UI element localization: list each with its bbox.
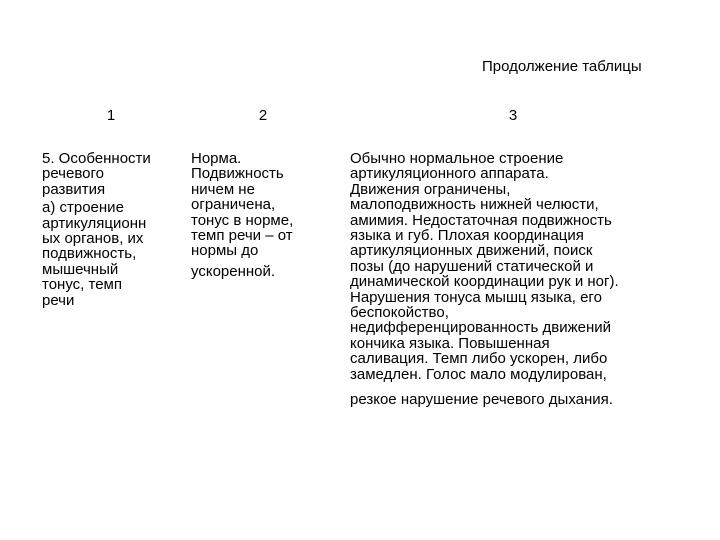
cell-line: позы (до нарушений статической и xyxy=(350,257,594,275)
cell-pathology-description xyxy=(350,151,619,408)
cell-line: Нарушения тонуса мышц языка, его xyxy=(350,288,602,306)
cell-line: 5. Особенности xyxy=(42,150,151,167)
cell-line: малоподвижность нижней челюсти, xyxy=(350,196,599,214)
cell-line: ограничена, xyxy=(191,196,276,214)
cell-norm-description xyxy=(191,151,293,279)
cell-line: тонус в норме, xyxy=(191,211,294,229)
cell-line: артикуляционн xyxy=(42,214,147,232)
cell-line: тонус, темп xyxy=(42,276,122,294)
cell-line: артикуляционных движений, поиск xyxy=(350,242,593,260)
cell-line: речевого xyxy=(42,165,104,183)
cell-line: артикуляционного аппарата. xyxy=(350,165,549,183)
cell-speech-features xyxy=(42,151,151,308)
cell-line: кончика языка. Повышенная xyxy=(350,334,550,352)
column-header-1: 1 xyxy=(106,107,116,124)
cell-line: а) строение xyxy=(42,199,124,217)
cell-line: Подвижность xyxy=(191,165,284,183)
cell-line: резкое нарушение речевого дыхания. xyxy=(350,391,613,409)
cell-line: развития xyxy=(42,180,106,198)
column-header-3: 3 xyxy=(508,107,518,124)
cell-line: беспокойство, xyxy=(350,304,449,322)
cell-line: амимия. Недостаточная подвижность xyxy=(350,211,612,229)
cell-line: языка и губ. Плохая координация xyxy=(350,227,584,245)
cell-line: нормы до xyxy=(191,242,259,260)
cell-line: ничем не xyxy=(191,180,255,198)
cell-line: саливация. Темп либо ускорен, либо xyxy=(350,350,608,368)
cell-line: темп речи – от xyxy=(191,227,293,245)
cell-line: Движения ограничены, xyxy=(350,180,511,198)
cell-line: мышечный xyxy=(42,260,119,278)
cell-line: ускоренной. xyxy=(191,262,276,280)
cell-line: речи xyxy=(42,291,75,309)
cell-line: динамической координации рук и ног). xyxy=(350,273,619,291)
table-caption: Продолжение таблицы xyxy=(482,58,642,75)
cell-line: недифференцированность движений xyxy=(350,319,611,337)
cell-line: Норма. xyxy=(191,150,242,167)
cell-line: Обычно нормальное строение xyxy=(350,150,564,167)
cell-line: замедлен. Голос мало модулирован, xyxy=(350,365,607,383)
column-header-2: 2 xyxy=(258,107,268,124)
cell-line: подвижность, xyxy=(42,245,137,263)
cell-line: ых органов, их xyxy=(42,230,144,248)
